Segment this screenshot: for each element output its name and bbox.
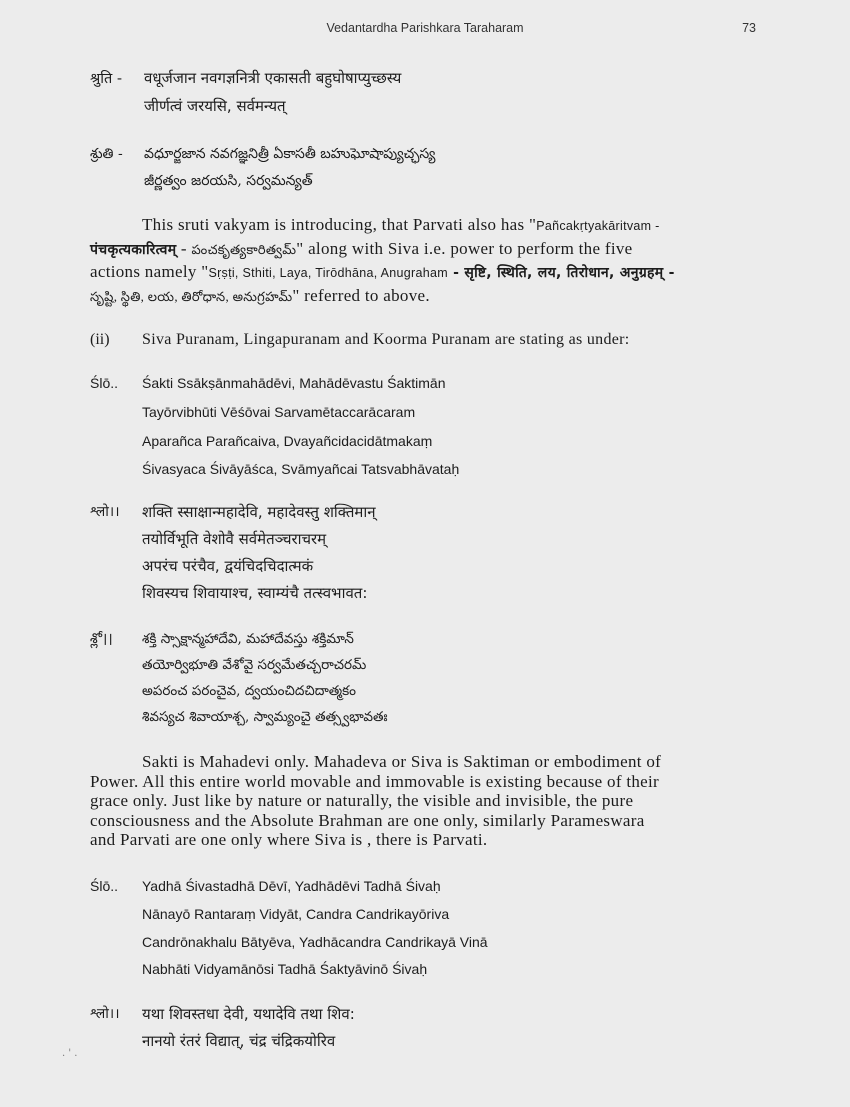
sruti-telugu-label: శ్రుతి - bbox=[90, 146, 123, 162]
sloka1-roman-line-4: Śivasyaca Śivāyāśca, Svāmyañcai Tatsvabhāvataḥ bbox=[142, 461, 460, 477]
sloka1-telugu-label: శ్లో।। bbox=[90, 631, 113, 647]
para2-line-2: Power. All this entire world movable and immovable is existing because of their bbox=[90, 771, 660, 791]
sloka2-roman-line-4: Nabhāti Vidyamānōsi Tadhā Śaktyāvinō Śivaḥ bbox=[142, 961, 428, 977]
para1-actions-telugu: సృష్టి, స్థితి, లయ, తిరోధాన, అనుగ్రహమ్ bbox=[90, 288, 293, 304]
para1-dash: - bbox=[176, 238, 192, 258]
sloka1-telugu-line-4: శివస్యచ శివాయాశ్చ, స్వామ్యంచై తత్స్వభావతః bbox=[142, 709, 388, 725]
sloka1-hindi-line-1: शक्ति स्साक्षान्महादेवि, महादेवस्तु शक्तिमान् bbox=[142, 503, 376, 521]
sloka1-roman-line-2: Tayōrvibhūti Vēśōvai Sarvamētaccarācaram bbox=[142, 404, 416, 420]
para1-text-4: actions namely " bbox=[90, 262, 209, 281]
sloka1-roman-label: Ślō.. bbox=[90, 375, 119, 391]
page-number: 73 bbox=[742, 21, 756, 35]
running-header-title: Vedantardha Parishkara Taraharam bbox=[326, 21, 524, 35]
sloka2-hindi-line-2: नानयो रंतरं विद्यात्, चंद्र चंद्रिकयोरिव bbox=[142, 1032, 336, 1050]
item-ii-text: Siva Puranam, Lingapuranam and Koorma Puranam are stating as under: bbox=[142, 331, 630, 348]
para1-text-2: Pañcakṛtyakāritvam - bbox=[536, 219, 660, 233]
para1-text-5: " referred to above. bbox=[292, 285, 430, 305]
para2-line-4: consciousness and the Absolute Brahman are one only, similarly Parameswara bbox=[90, 810, 645, 830]
sruti-hindi-line-2: जीर्णत्वं जरयसि, सर्वमन्यत् bbox=[144, 97, 286, 115]
para1-hindi-term: पंचकृत्यकारित्वम् bbox=[90, 241, 177, 258]
sloka1-roman-line-1: Śakti Ssākṣānmahādēvi, Mahādēvastu Śaktimān bbox=[142, 375, 446, 391]
sloka2-hindi-line-1: यथा शिवस्तधा देवी, यथादेवि तथा शिव: bbox=[142, 1005, 355, 1023]
sloka1-telugu-line-3: అపరంచ పరంచైవ, ద్వయంచిదచిదాత్మకం bbox=[142, 683, 356, 699]
para1-text-1: This sruti vakyam is introducing, that Parvati also has " bbox=[142, 215, 537, 234]
sloka2-roman-line-1: Yadhā Śivastadhā Dēvī, Yadhādēvi Tadhā Śivaḥ bbox=[142, 878, 441, 894]
sloka1-hindi-line-2: तयोर्विभूति वेशोवै सर्वमेतञ्चराचरम् bbox=[142, 530, 327, 548]
para2-line-3: grace only. Just like by nature or naturally, the visible and invisible, the pure bbox=[90, 791, 634, 810]
sloka2-roman-line-3: Candrōnakhalu Bātyēva, Yadhācandra Candrikayā Vinā bbox=[142, 934, 488, 950]
sloka2-roman-line-2: Nānayō Rantaraṃ Vidyāt, Candra Candrikayōriva bbox=[142, 906, 450, 922]
sloka2-roman-label: Ślō.. bbox=[90, 878, 119, 894]
sruti-telugu-line-2: జీర్ణత్వం జరయసి, సర్వమన్యత్ bbox=[144, 173, 313, 189]
sloka1-hindi-line-3: अपरंच परंचैव, द्वयंचिदचिदात्मकं bbox=[142, 557, 314, 575]
sloka2-hindi-label: श्लो।। bbox=[90, 1006, 120, 1022]
sruti-hindi-line-1: वधूर्जजान नवगज्ञनित्री एकासती बहुघोषाप्युच्छस्य bbox=[144, 69, 402, 87]
para2-line-1: Sakti is Mahadevi only. Mahadeva or Siva is Saktiman or embodiment of bbox=[142, 752, 662, 771]
sloka1-telugu-line-2: తయోర్విభూతి వేశోవై సర్వమేతచ్చరాచరమ్ bbox=[142, 657, 367, 673]
stray-marks: . ' . bbox=[62, 1048, 78, 1059]
para1-actions-roman: Sṛṣṭi, Sthiti, Laya, Tirōdhāna, Anugraham bbox=[208, 266, 448, 280]
sloka1-roman-line-3: Aparañca Parañcaiva, Dvayañcidacidātmakaṃ bbox=[142, 433, 433, 449]
paragraph-sakti-explanation bbox=[90, 752, 760, 850]
sloka1-hindi-label: श्लो।। bbox=[90, 504, 120, 520]
item-ii-number: (ii) bbox=[90, 331, 110, 348]
para1-telugu-term: పంచకృత్యకారిత్వమ్ bbox=[191, 241, 297, 257]
para2-line-5: and Parvati are one only where Siva is , there is Parvati. bbox=[90, 830, 488, 849]
paragraph-sruti-explanation bbox=[90, 214, 760, 308]
para1-actions-hindi: - सृष्टि, स्थिति, लय, तिरोधान, अनुग्रहम् - bbox=[447, 265, 675, 281]
sruti-telugu-line-1: వధూర్జజాన నవగజ్ఞనిత్రీ ఏకాసతీ బహుఘోషాప్యుచ్ఛస్య bbox=[144, 146, 436, 162]
sloka1-telugu-line-1: శక్తి స్సాక్షాన్మహాదేవి, మహాదేవస్తు శక్తిమాన్ bbox=[142, 631, 354, 647]
para1-text-3: " along with Siva i.e. power to perform the five bbox=[296, 238, 633, 258]
sloka1-hindi-line-4: शिवस्यच शिवायाश्च, स्वाम्यंचै तत्स्वभावत: bbox=[142, 584, 368, 602]
sruti-hindi-label: श्रुति - bbox=[90, 71, 123, 87]
